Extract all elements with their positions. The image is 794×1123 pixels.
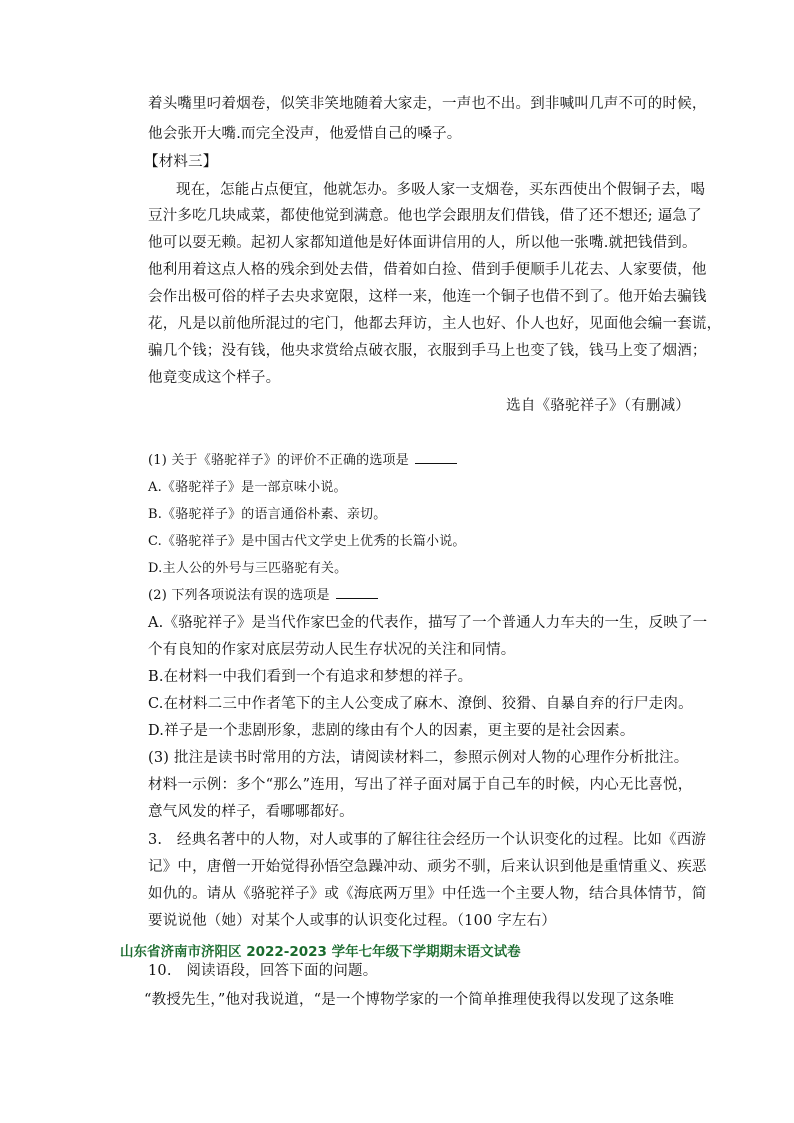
material3-source: 选自《骆驼祥子》（有删减） <box>506 398 690 414</box>
material3-line-1: 现在，怎能占点便宜，他就怎办。多吸人家一支烟卷，买东西使出个假铜子去，喝 <box>176 182 706 198</box>
q1-option-a: A.《骆驼祥子》是一部京味小说。 <box>148 480 347 495</box>
q1-stem-text: (1) 关于《骆驼祥子》的评价不正确的选项是 <box>148 453 409 468</box>
item3-line-1: 3. 经典名著中的人物，对人或事的了解往往会经历一个认识变化的过程。比如《西游 <box>148 832 707 848</box>
material3-line-2: 豆汁多吃几块咸菜，都使他觉到满意。他也学会跟朋友们借钱，借了还不想还; 逼急了 <box>148 208 702 224</box>
q2-option-c: C.在材料二三中作者笔下的主人公变成了麻木、潦倒、狡猾、自暴自弃的行尸走肉。 <box>148 696 693 712</box>
intro-line-2: 他会张开大嘴.而完全没声，他爱惜自己的嗓子。 <box>148 126 462 142</box>
material3-title: 【材料三】 <box>144 154 218 170</box>
material3-line-8: 他竟变成这个样子。 <box>148 370 281 386</box>
intro-line-1: 着头嘴里叼着烟卷，似笑非笑地随着大家走，一声也不出。到非喊叫几声不可的时候， <box>148 96 707 112</box>
item3-line-2: 记》中，唐僧一开始觉得孙悟空急躁冲动、顽劣不驯，后来认识到他是重情重义、疾恶 <box>148 859 707 875</box>
q1-option-b: B.《骆驼祥子》的语言通俗朴素、亲切。 <box>148 507 387 522</box>
q1-option-d: D.主人公的外号与三匹骆驼有关。 <box>148 561 348 576</box>
q3-line-2: 材料一示例：多个“那么”连用，写出了祥子面对属于自己车的时候，内心无比喜悦， <box>148 777 693 793</box>
material3-line-3: 他可以耍无赖。起初人家都知道他是好体面讲信用的人，所以他一张嘴.就把钱借到。 <box>148 235 697 251</box>
material3-line-7: 骗几个钱；没有钱，他央求赏给点破衣服，衣服到手马上也变了钱，钱马上变了烟酒； <box>148 343 707 359</box>
q1-answer-blank[interactable] <box>415 451 457 464</box>
q2-option-b: B.在材料一中我们看到一个有追求和梦想的祥子。 <box>148 669 473 685</box>
q2-option-a-line-1: A.《骆驼祥子》是当代作家巴金的代表作，描写了一个普通人力车夫的一生，反映了一 <box>148 615 708 631</box>
material3-line-5: 会作出极可俗的样子去央求宽限，这样一来，他连一个铜子也借不到了。他开始去骗钱 <box>148 289 707 305</box>
q1-stem <box>148 451 708 471</box>
item3-line-4: 要说说他（她）对某个人或事的认识变化过程。（100 字左右） <box>148 913 557 929</box>
material3-line-6: 花，凡是以前他所混过的宅门，他都去拜访，主人也好、仆人也好，见面他会编一套谎， <box>148 316 722 332</box>
q3-line-3: 意气风发的样子，看哪哪都好。 <box>148 804 354 820</box>
item3-line-3: 如仇的。请从《骆驼祥子》或《海底两万里》中任选一个主要人物，结合具体情节，简 <box>148 886 707 902</box>
q2-option-a-line-2: 个有良知的作家对底层劳动人民生存状况的关注和同情。 <box>148 642 516 658</box>
item10-title: 10. 阅读语段，回答下面的问题。 <box>148 963 378 979</box>
item10-first-line: “教授先生，”他对我说道，“是一个博物学家的一个简单推理使我得以发现了这条唯 <box>144 992 675 1008</box>
section-heading: 山东省济南市济阳区 2022-2023 学年七年级下学期期末语文试卷 <box>120 944 521 960</box>
q3-line-1: (3) 批注是读书时常用的方法，请阅读材料二，参照示例对人物的心理作分析批注。 <box>148 750 689 766</box>
q2-option-d: D.祥子是一个悲剧形象，悲剧的缘由有个人的因素，更主要的是社会因素。 <box>148 723 635 739</box>
q2-stem <box>148 586 708 606</box>
q2-stem-text: (2) 下列各项说法有误的选项是 <box>148 588 330 603</box>
q1-option-c: C.《骆驼祥子》是中国古代文学史上优秀的长篇小说。 <box>148 534 466 549</box>
material3-line-4: 他利用着这点人格的残余到处去借，借着如白捡、借到手便顺手儿花去、人家要债，他 <box>148 262 707 278</box>
q2-answer-blank[interactable] <box>336 586 378 599</box>
